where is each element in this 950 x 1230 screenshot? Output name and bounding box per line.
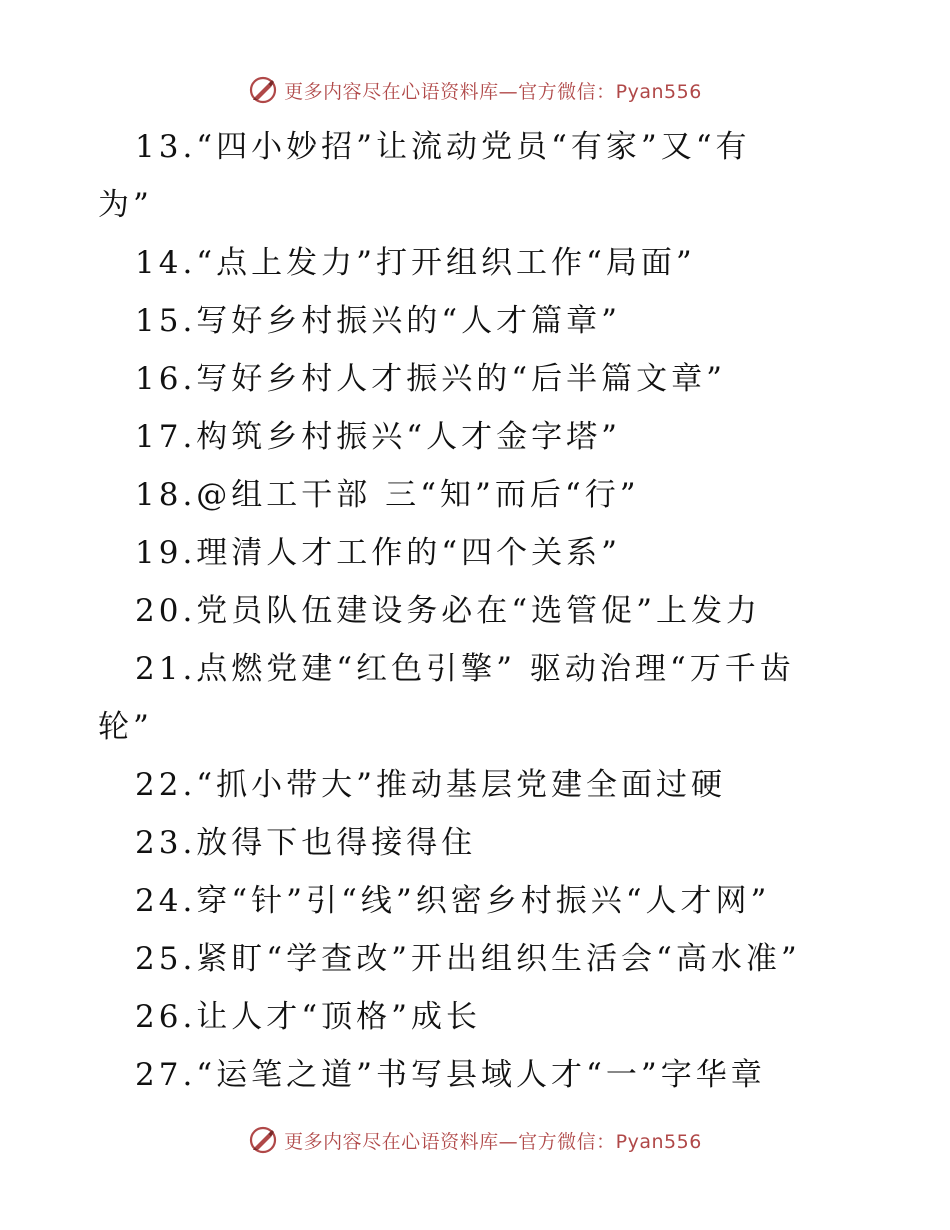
- list-item-line: 27.“运笔之道”书写县域人才“一”字华章: [135, 1057, 766, 1093]
- list-item-line: 19.理清人才工作的“四个关系”: [135, 535, 621, 571]
- list-item-line: 17.构筑乡村振兴“人才金字塔”: [135, 419, 621, 455]
- pen-logo-icon: [248, 1125, 278, 1155]
- list-item: [0, 582, 950, 640]
- list-item-line: 14.“点上发力”打开组织工作“局面”: [135, 245, 696, 281]
- list-item: [0, 118, 950, 234]
- header-banner: [0, 70, 950, 110]
- footer-banner: [0, 1120, 950, 1160]
- list-item: [0, 524, 950, 582]
- list-item: [0, 872, 950, 930]
- header-banner-text: 更多内容尽在心语资料库—官方微信：Pyan556: [284, 80, 702, 103]
- list-item: [0, 756, 950, 814]
- list-item-line: 15.写好乡村振兴的“人才篇章”: [135, 303, 621, 339]
- list-item-line: 21.点燃党建“红色引擎” 驱动治理“万千齿: [135, 651, 795, 687]
- pen-logo-icon: [248, 75, 278, 105]
- list-item-line: 为”: [98, 187, 153, 223]
- list-item-line: 22.“抓小带大”推动基层党建全面过硬: [135, 767, 726, 803]
- list-item-line: 26.让人才“顶格”成长: [135, 999, 481, 1035]
- list-item: [0, 930, 950, 988]
- title-list: [0, 118, 950, 1104]
- list-item-line: 16.写好乡村人才振兴的“后半篇文章”: [135, 361, 726, 397]
- list-item-line: 24.穿“针”引“线”织密乡村振兴“人才网”: [135, 883, 771, 919]
- list-item: [0, 988, 950, 1046]
- list-item: [0, 1046, 950, 1104]
- list-item: [0, 466, 950, 524]
- list-item-line: 13.“四小妙招”让流动党员“有家”又“有: [135, 129, 751, 165]
- list-item: [0, 234, 950, 292]
- list-item-line: 20.党员队伍建设务必在“选管促”上发力: [135, 593, 761, 629]
- list-item-line: 23.放得下也得接得住: [135, 825, 477, 861]
- list-item-line: 18.@组工干部 三“知”而后“行”: [135, 477, 640, 513]
- list-item: [0, 640, 950, 756]
- list-item: [0, 292, 950, 350]
- list-item-line: 轮”: [98, 709, 153, 745]
- list-item: [0, 408, 950, 466]
- list-item: [0, 350, 950, 408]
- footer-banner-text: 更多内容尽在心语资料库—官方微信：Pyan556: [284, 1130, 702, 1153]
- list-item-line: 25.紧盯“学查改”开出组织生活会“高水准”: [135, 941, 801, 977]
- list-item: [0, 814, 950, 872]
